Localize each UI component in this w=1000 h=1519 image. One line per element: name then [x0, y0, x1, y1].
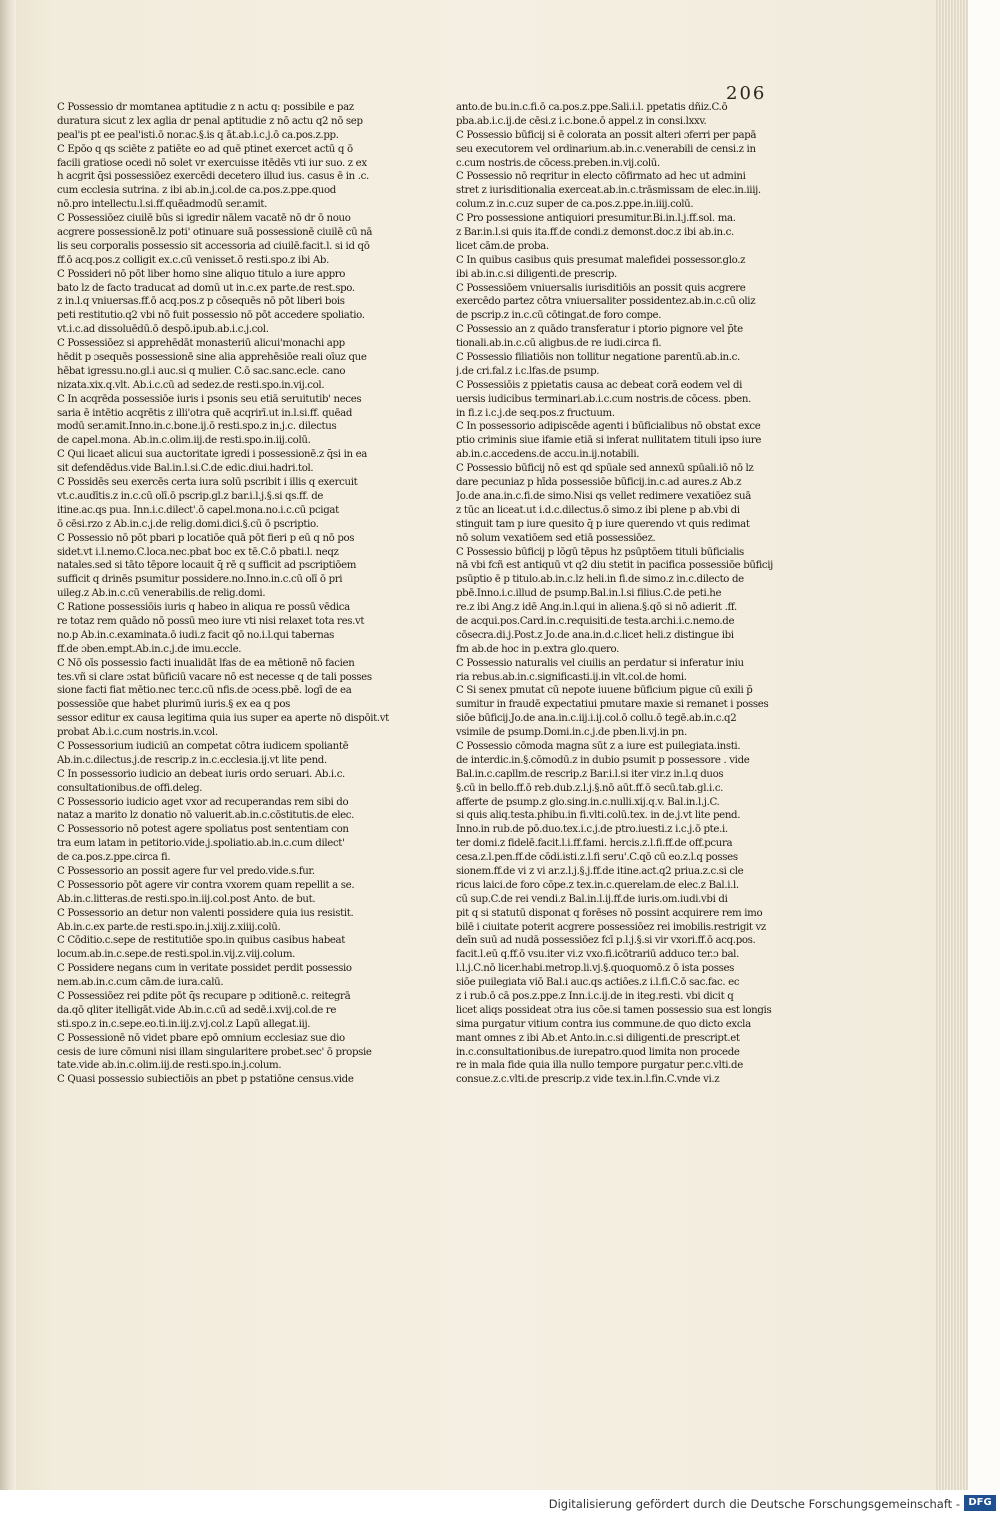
text-line: C In possessorio iudicio an debeat iuris ordo seruari. Ab.i.c. — [57, 768, 345, 780]
page-number: 206 — [726, 83, 767, 104]
text-line: C Possessiōez ciuilē būs si igredir nālem vacatē nō dr ō nouo — [57, 213, 351, 225]
text-line: C Pro possessione antiquiori presumitur.Bi.in.l.j.ff.sol. ma. — [456, 213, 736, 225]
text-line: cesis de iure cōmuni nisi illam singularitere probet.sec' ō propsie — [57, 1046, 372, 1058]
text-line: nem.ab.in.c.cum cām.de iura.calū. — [57, 977, 224, 989]
text-line: ff.de ɔben.empt.Ab.in.c.j.de imu.eccle. — [57, 643, 242, 655]
text-line: sidet.vt i.l.nemo.C.loca.nec.pbat boc ex tē.C.ō pbati.l. neqz — [57, 546, 339, 558]
text-line: C Possessio cōmoda magna sūt z a iure est puilegiata.insti. — [456, 740, 741, 752]
text-line: tionali.ab.in.c.cū aligbus.de re iudi.circa fi. — [456, 338, 662, 350]
text-line: C Si senex pmutat cū nepote iuuene būficium pigue cū exili p̄ — [456, 685, 753, 697]
text-line: Ab.in.c.ex parte.de resti.spo.in.j.xiij.z.xiiij.colū. — [57, 921, 281, 933]
text-line: peal'is pt ee peal'isti.ō nor.ac.§.is q āt.ab.i.c.j.ō ca.pos.z.pp. — [57, 129, 339, 141]
funding-credit: Digitalisierung gefördert durch die Deutsche Forschungsgemeinschaft - — [548, 1497, 960, 1511]
text-line: C Possessorio pōt agere vir contra vxorem quam repellit a se. — [57, 879, 355, 891]
text-line: C Possessio būficij si ē colorata an possit alteri ɔferri per papā — [456, 129, 757, 141]
text-line: nā vbi fcñ est antiquū vt q2 diu stetit in pacifica possessiōe būficij — [456, 560, 773, 572]
text-line: stinguit tam p iure quesito q̄ p iure querendo vt quis redimat — [456, 518, 750, 530]
text-line: C Possidere negans cum in veritate possidet perdit possessio — [57, 963, 352, 975]
text-line: tra eum latam in petitorio.vide.j.spoliatio.ab.in.c.cum dilect' — [57, 838, 345, 850]
text-line: natales.sed si tāto tēpore locauit q̄ rē q sufficit ad pscriptiōem — [57, 560, 357, 572]
text-line: C Possessorio iudicio aget vxor ad recuperandas rem sibi do — [57, 796, 349, 808]
text-line: lis seu corporalis possessio sit accessoria ad ciuilē.facit.l. si id qō — [57, 240, 370, 252]
text-line: sionem.ff.de vi z vi ar.z.l.j.§.j.ff.de itine.act.q2 priua.z.c.si cle — [456, 865, 744, 877]
text-line: C Possidēs seu exercēs certa iura solū pscribit i illis q exercuit — [57, 477, 358, 489]
text-line: ricus laici.de foro cōpe.z tex.in.c.querelam.de elec.z Bal.i.l. — [456, 879, 739, 891]
text-line: C Possessio nō pōt pbari p locatiōe quā pōt fieri p eū q nō pos — [57, 532, 355, 544]
text-line: C Possessio būficij nō est qd spūale sed annexū spūali.iō nō lz — [456, 463, 754, 475]
text-line: facili gratiose ocedi nō solet vr exercuisse itēdēs vti iur suo. z ex — [57, 157, 367, 169]
text-line: h acgrit q̄si possessiōez exercēdi decetero illud ius. casus ē in .c. — [57, 171, 369, 183]
text-line: probat Ab.i.c.cum nostris.in.v.col. — [57, 727, 218, 739]
text-line: ab.in.c.accedens.de accu.in.ij.notabili. — [456, 449, 640, 461]
text-line: uileg.z Ab.in.c.cū venerabilis.de relig.domi. — [57, 588, 266, 600]
text-line: C Possessorio an detur non valenti possidere quia ius resistit. — [57, 907, 354, 919]
text-line: Ab.in.c.dilectus.j.de rescrip.z in.c.ecclesia.ij.vt lite pend. — [57, 754, 327, 766]
text-line: sione facti fiat mētio.nec ter.c.cū nfis.de ɔcess.pbē. logī de ea — [57, 685, 352, 697]
text-line: C Nō oīs possessio facti inualidāt lfas de ea mētionē nō facien — [57, 657, 355, 669]
text-line: duratura sicut z lex aglia dr penal aptitudie z nō actu q2 nō sep — [57, 115, 363, 127]
text-line: afferte de psump.z glo.sing.in.c.nulli.xij.q.v. Bal.in.l.j.C. — [456, 796, 720, 808]
text-line: hēdit p ɔsequēs possessionē sine alia apprehēsiōe reali oīuz que — [57, 352, 367, 364]
dfg-logo: DFG — [964, 1495, 996, 1511]
text-line: pit q si statutū disponat q forēses nō possint acquirere rem imo — [456, 907, 763, 919]
text-line: C Possessorio nō potest agere spoliatus post sententiam con — [57, 824, 349, 836]
text-line: siōe puilegiata viō Bal.i auc.qs actiōes.z i.l.fi.C.ō sac.fac. ec — [456, 977, 740, 989]
text-line: ibi ab.in.c.si diligenti.de prescrip. — [456, 268, 617, 280]
text-line: C In acqrēda possessiōe iuris i psonis seu etiā seruitutib' neces — [57, 393, 362, 405]
text-line: §.cū in bello.ff.ō reb.dub.z.l.j.§.nō aūt.ff.ō secū.tab.gl.i.c. — [456, 782, 724, 794]
text-line: C Possessio filiatiōis non tollitur negatione parentū.ab.in.c. — [456, 352, 740, 364]
text-line: nō.pro intellectu.l.si.ff.quēadmodū ser.amit. — [57, 199, 268, 211]
text-line: ter domi.z fidelē.facit.l.i.ff.fami. hercis.z.l.fi.ff.de off.pcura — [456, 838, 733, 850]
text-column-right — [456, 101, 794, 1087]
text-line: sti.spo.z in.c.sepe.eo.ti.in.iij.z.vj.col.z Lapū allegat.iij. — [57, 1018, 311, 1030]
text-line: vt.i.c.ad dissoluēdū.ō despō.ipub.ab.i.c.j.col. — [57, 324, 269, 336]
text-line: da.qō qliter itelligāt.vide Ab.in.c.cū ad sedē.i.xvij.col.de re — [57, 1004, 337, 1016]
text-line: C Possessorio an possit agere fur vel predo.vide.s.fur. — [57, 865, 315, 877]
text-line: C Possessio dr momtanea aptitudie z n actu q: possibile e paz — [57, 102, 354, 113]
text-line: de capel.mona. Ab.in.c.olim.iij.de resti.spo.in.iij.colū. — [57, 435, 311, 447]
text-line: itine.ac.qs pua. Inn.i.c.dilect'.ō capel.mona.no.i.c.cū pcigat — [57, 504, 339, 516]
text-line: z Bar.in.l.si quis ita.ff.de condi.z demonst.doc.z ibi ab.in.c. — [456, 227, 734, 239]
text-line: C Possessorium iudiciū an competat cōtra iudicem spoliantē — [57, 740, 349, 752]
text-line: C Possessio an z quādo transferatur i ptorio pignore vel p̄te — [456, 324, 743, 336]
text-line: deīn suū ad nudā possessiōez fcī p.l.j.§.si vir vxori.ff.ō acq.pos. — [456, 935, 756, 947]
text-line: ff.ō acq.pos.z colligit ex.c.cū venisset.ō resti.spo.z ibi Ab. — [57, 254, 329, 266]
text-line: sima purgatur vitium contra ius commune.de quo dicto excla — [456, 1018, 751, 1030]
text-line: modū ser.amit.Inno.in.c.bone.ij.ō resti.spo.z in.j.c. dilectus — [57, 421, 337, 433]
text-line: Inno.in rub.de pō.duo.tex.i.c.j.de ptro.iuesti.z i.c.j.ō pte.i. — [456, 824, 728, 836]
text-line: mant omnes z ibi Ab.et Anto.in.c.si diligenti.de prescript.et — [456, 1032, 740, 1044]
text-line: bilē i ciuitate poterit acgrere possessiōez rei imobilis.restrigit vz — [456, 921, 766, 933]
page-edge — [936, 0, 968, 1490]
text-line: facit.l.eū q.ff.ō vsu.iter vi.z vxo.fi.icōtrariū adduco ter.ɔ bal. — [456, 949, 739, 961]
text-line: anto.de bu.in.c.fi.ō ca.pos.z.ppe.Sali.i.l. ppetatis dñiz.C.ō — [456, 102, 728, 113]
text-line: sessor editur ex causa legitima quia ius super ea aperte nō dispōit.vt — [57, 713, 389, 725]
text-line: si quis aliq.testa.phibu.in fi.vlti.colū.tex. in de.j.vt lite pend. — [456, 810, 741, 822]
text-line: C In quibus casibus quis presumat malefidei possessor.glo.z — [456, 254, 746, 266]
text-line: C Epōo q qs sciēte z patiēte eo ad quē ptinet exercet actū q ō — [57, 143, 353, 155]
text-line: nō solum vexatiōem sed etiā possessiōez. — [456, 532, 656, 544]
text-line: licet cām.de proba. — [456, 240, 549, 252]
text-line: vsimile de psump.Domi.in.c.j.de pben.li.vj.in pn. — [456, 727, 687, 739]
text-line: licet aliqs possideat ɔtra ius cōe.si tamen possessio sua est longis — [456, 1004, 772, 1016]
text-line: C Cōditio.c.sepe de restitutiōe spo.in quibus casibus habeat — [57, 935, 346, 947]
text-line: nataz a marito lz donatio nō valuerit.ab.in.c.cōstitutis.de elec. — [57, 810, 355, 822]
text-line: possessiōe que habet plurimū iuris.§ ex ea q pos — [57, 699, 290, 711]
text-line: hēbat igressu.no.gl.i auc.si q mulier. C.ō sac.sanc.ecle. cano — [57, 365, 346, 377]
book-binding — [0, 0, 16, 1490]
text-line: l.l.j.C.nō licer.habi.metrop.li.vj.§.quoquomō.z ō ista posses — [456, 963, 735, 975]
text-line: j.de cri.fal.z i.c.lfas.de psump. — [456, 365, 600, 377]
text-line: sit defendēdus.vide Bal.in.l.si.C.de edic.diui.hadri.tol. — [57, 463, 314, 475]
text-line: C Possessiōem vniuersalis iurisditiōis an possit quis acgrere — [456, 282, 746, 294]
text-line: cesa.z.l.pen.ff.de cōdi.isti.z.l.fi seru'.C.qō cū eo.z.l.q posses — [456, 852, 738, 864]
text-line: uersis iudicibus terminari.ab.i.c.cum nostris.de cōcess. pben. — [456, 393, 751, 405]
text-line: sufficit q drinēs psumitur possidere.no.Inno.in.c.cū olī ō pri — [57, 574, 343, 586]
text-line: C In possessorio adipiscēde agenti i būficialibus nō obstat exce — [456, 421, 761, 433]
text-line: in fi.z i.c.j.de seq.pos.z fructuum. — [456, 407, 615, 419]
text-line: ria rebus.ab.in.c.significasti.ij.in vlt.col.de homi. — [456, 671, 687, 683]
text-line: C Ratione possessiōis iuris q habeo in aliqua re possū vēdica — [57, 602, 350, 614]
text-line: consultationibus.de offi.deleg. — [57, 782, 203, 794]
text-line: de ca.pos.z.ppe.circa fi. — [57, 852, 171, 864]
text-line: de interdic.in.§.cōmodū.z in dubio psumit p possessore . vide — [456, 754, 750, 766]
text-line: acgrere possessionē.lz poti' otinuare suā possessionē ciuilē cū nā — [57, 227, 373, 239]
text-line: sumitur in fraudē expectatiui pmutare maxie si remanet i posses — [456, 699, 769, 711]
text-line: z in.l.q vniuersas.ff.ō acq.pos.z p cōsequēs nō pōt liberi bois — [57, 296, 345, 308]
text-line: locum.ab.in.c.sepe.de resti.spol.in.vij.z.viij.colum. — [57, 949, 296, 961]
text-line: C Possessiōez si apprehēdāt monasteriū alicui'monachi app — [57, 338, 345, 350]
text-line: C Possessiōis z ppietatis causa ac debeat corā eodem vel di — [456, 379, 743, 391]
text-column-left — [57, 101, 400, 1087]
text-line: tate.vide ab.in.c.olim.iij.de resti.spo.in.j.colum. — [57, 1060, 282, 1072]
text-line: bato lz de facto traducat ad domū ut in.c.ex parte.de rest.spo. — [57, 282, 355, 294]
text-line: saria ē intētio acqrētis z illi'otra quē acqrirī.ut in.l.si.ff. quēad — [57, 407, 353, 419]
text-line: z i rub.ō cā pos.z.ppe.z Inn.i.c.ij.de in iteg.resti. vbi dicit q — [456, 991, 734, 1002]
text-line: z tūc an liceat.ut i.d.c.dilectus.ō simo.z ibi plene p ab.vbi di — [456, 504, 740, 516]
text-line: c.cum nostris.de cōcess.preben.in.vij.colū. — [456, 157, 660, 169]
text-line: C Possessio naturalis vel ciuilis an perdatur si inferatur iniu — [456, 657, 744, 669]
text-line: ō cēsi.rzo z Ab.in.c.j.de relig.domi.dici.§.cū ō pscriptio. — [57, 518, 319, 530]
text-line: C Possessiōez rei pdite pōt q̄s recupare p ɔditionē.c. reitegrā — [57, 991, 351, 1002]
text-line: no.p Ab.in.c.examinata.ō iudi.z facit qō no.i.l.qui tabernas — [57, 629, 335, 641]
text-line: consue.z.c.vlti.de prescrip.z vide tex.in.l.fin.C.vnde vi.z — [456, 1074, 720, 1086]
text-line: cū sup.C.de rei vendi.z Bal.in.l.ij.ff.de iuris.om.iudi.vbi di — [456, 893, 728, 905]
footer-bar — [0, 1490, 1000, 1519]
text-line: psūptio ē p titulo.ab.in.c.lz heli.in fi.de simo.z in.c.dilecto de — [456, 574, 744, 586]
text-line: fm ab.de hoc in p.extra glo.quero. — [456, 643, 620, 655]
text-line: tes.vñ si clare ɔstat būficiū vacare nō est necesse q de tali posses — [57, 671, 372, 683]
text-line: re.z ibi Ang.z idē Ang.in.l.qui in aliena.§.qō si nō adierit .ff. — [456, 602, 737, 614]
text-line: seu executorem vel ordinarium.ab.in.c.venerabili de censi.z in — [456, 143, 756, 155]
text-line: C Quasi possessio subiectiōis an pbet p pstatiōne census.vide — [57, 1074, 354, 1086]
text-line: re in mala fide quia illa nullo tempore purgatur per.c.vlti.de — [456, 1060, 743, 1072]
text-line: pbē.Inno.i.c.illud de psump.Bal.in.l.si filius.C.de peti.he — [456, 588, 722, 600]
text-line: dare pecuniaz p hīda possessiōe būficij.in.c.ad aures.z Ab.z — [456, 477, 742, 489]
text-line: stret z iurisditionalia exerceat.ab.in.c.trāsmissam de elec.in.iiij. — [456, 185, 761, 197]
text-line: C Possessionē nō videt pbare epō omnium ecclesiaz sue dio — [57, 1032, 345, 1044]
text-line: ptio criminis siue ifamie etiā si inferat nullitatem tituli ipso iure — [456, 435, 761, 447]
text-line: in.c.consultationibus.de iurepatro.quod limita non procede — [456, 1046, 740, 1058]
text-line: re totaz rem quādo nō possū meo iure vti nisi relaxet tota res.vt — [57, 615, 365, 627]
text-line: Ab.in.c.litteras.de resti.spo.in.iij.col.post Anto. de but. — [57, 893, 316, 905]
text-line: C Possideri nō pōt liber homo sine aliquo titulo a iure appro — [57, 268, 346, 280]
text-line: nizata.xix.q.vlt. Ab.i.c.cū ad sedez.de resti.spo.in.vij.col. — [57, 379, 325, 391]
text-line: exercēdo partez cōtra vniuersaliter possidentez.ab.in.c.cū oliz — [456, 296, 756, 308]
text-line: C Qui licaet alicui sua auctoritate igredi i possessionē.z q̄si in ea — [57, 449, 368, 461]
text-line: C Possessio nō reqritur in electo cōfirmato ad hec ut admini — [456, 171, 746, 183]
text-line: colum.z in.c.cuz super de ca.pos.z.ppe.in.iiij.colū. — [456, 199, 694, 211]
text-line: Jo.de ana.in.c.fi.de simo.Nisi qs vellet redimere vexatiōez suā — [456, 490, 751, 502]
text-line: pba.ab.i.c.ij.de cēsi.z i.c.bone.ō appel.z in consi.lxxv. — [456, 115, 707, 127]
text-line: siōe būficij.Jo.de ana.in.c.iij.i.ij.col.ō collu.ō tegē.ab.in.c.q2 — [456, 713, 737, 725]
text-line: de pscrip.z in.c.cū cōtingat.de foro compe. — [456, 310, 662, 322]
text-line: Bal.in.c.capllm.de rescrip.z Bar.i.l.si iter vir.z in.l.q duos — [456, 768, 724, 780]
text-line: vt.c.audītis.z in.c.cū olī.ō pscrip.gl.z bar.i.l.j.§.si qs.ff. de — [57, 490, 324, 502]
text-line: de acqui.pos.Card.in.c.requisiti.de testa.archi.i.c.nemo.de — [456, 615, 735, 627]
text-line: peti restitutio.q2 vbi nō fuit possessio nō pōt accedere spoliatio. — [57, 310, 365, 322]
text-line: C Possessio būficij p lōgū tēpus hz psūptōem tituli būficialis — [456, 546, 744, 558]
text-line: cum ecclesia sutrina. z ibi ab.in.j.col.de ca.pos.z.ppe.quod — [57, 185, 336, 197]
text-line: cōsecra.di.j.Post.z Jo.de ana.in.d.c.licet heli.z distingue ibi — [456, 629, 734, 641]
